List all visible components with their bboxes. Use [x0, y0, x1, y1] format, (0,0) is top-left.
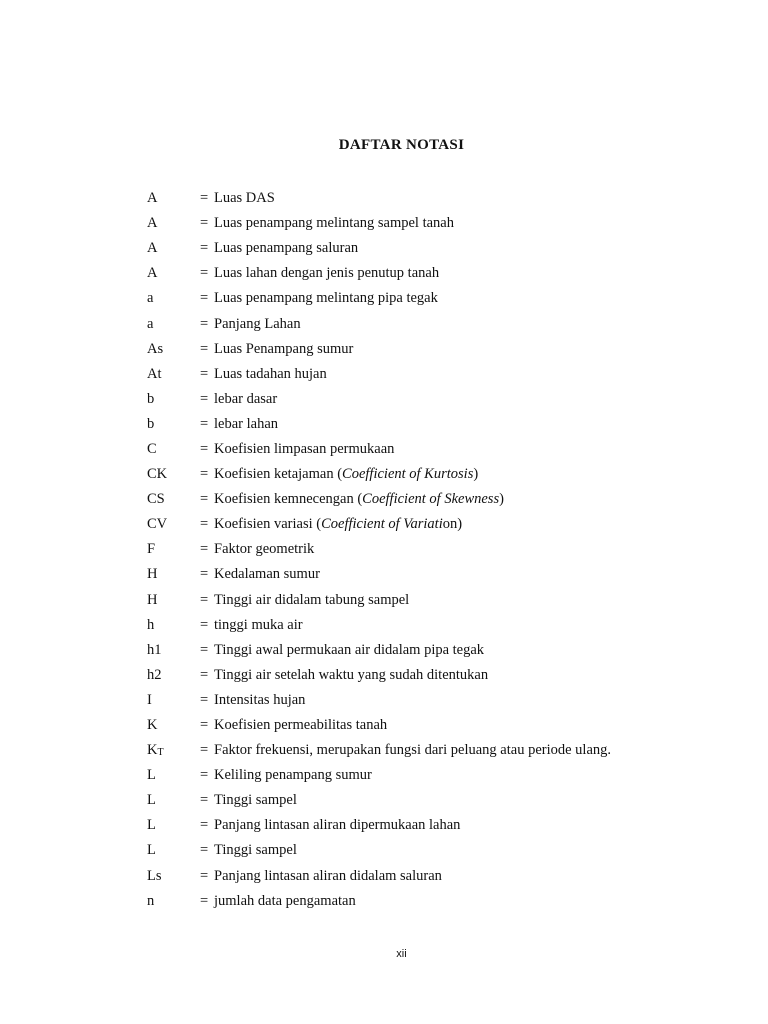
equals-sign: =: [200, 440, 209, 457]
notation-description: [214, 215, 747, 232]
notation-description: [214, 667, 747, 684]
notation-description-italic: Coefficient of Kurtosis: [342, 466, 474, 483]
notation-row: [147, 387, 747, 412]
notation-description-text: Panjang lintasan aliran didalam saluran: [214, 867, 442, 884]
notation-symbol-text: F: [147, 541, 156, 558]
notation-symbol: [147, 466, 200, 483]
notation-description: [214, 240, 747, 257]
equals-sign: =: [200, 290, 209, 307]
notation-symbol-text: h2: [147, 666, 162, 683]
notation-symbol-text: h1: [147, 641, 162, 658]
notation-row: [147, 462, 747, 487]
equals-sign: =: [200, 265, 209, 282]
notation-description: [214, 341, 747, 358]
notation-row: [147, 261, 747, 286]
notation-description: [214, 491, 747, 508]
notation-description-text: Tinggi sampel: [214, 792, 297, 809]
equals-sign: =: [200, 390, 209, 407]
notation-description-text: Luas DAS: [214, 190, 275, 207]
notation-symbol-text: At: [147, 365, 162, 382]
notation-symbol: [147, 692, 200, 709]
notation-row: [147, 311, 747, 336]
notation-description-text: Panjang Lahan: [214, 315, 301, 332]
equals-sign: =: [200, 415, 209, 432]
notation-description-text: Kedalaman sumur: [214, 566, 320, 583]
notation-symbol-text: a: [147, 290, 154, 307]
notation-description-italic: Coefficient of Skewness: [362, 491, 500, 508]
notation-description-text: ): [499, 491, 504, 508]
notation-description: [214, 742, 747, 759]
equals-sign: =: [200, 315, 209, 332]
equals-sign: =: [200, 817, 209, 834]
notation-row: [147, 236, 747, 261]
notation-row: [147, 437, 747, 462]
notation-description-text: jumlah data pengamatan: [214, 892, 356, 909]
notation-row: [147, 688, 747, 713]
notation-row: [147, 864, 747, 889]
notation-row: [147, 713, 747, 738]
equals-sign: =: [200, 591, 209, 608]
notation-row: [147, 537, 747, 562]
notation-symbol-text: K: [147, 717, 158, 734]
notation-description: [214, 366, 747, 383]
notation-symbol-text: I: [147, 691, 152, 708]
notation-symbol: [147, 391, 200, 408]
notation-row: [147, 788, 747, 813]
notation-description-text: Luas penampang melintang pipa tegak: [214, 290, 438, 307]
notation-symbol: [147, 290, 200, 307]
notation-description-text: Tinggi awal permukaan air didalam pipa tegak: [214, 641, 485, 658]
notation-description-text: tinggi muka air: [214, 616, 303, 633]
notation-description-text: Faktor geometrik: [214, 541, 315, 558]
equals-sign: =: [200, 466, 209, 483]
notation-row: [147, 838, 747, 863]
notation-description-text: Koefisien variasi (: [214, 516, 322, 533]
notation-description-text: on): [442, 516, 463, 533]
equals-sign: =: [200, 240, 209, 257]
notation-symbol-text: L: [147, 767, 156, 784]
notation-description-text: ): [473, 466, 479, 483]
notation-symbol: [147, 792, 200, 809]
notation-symbol: [147, 667, 200, 684]
notation-row: [147, 588, 747, 613]
notation-description-text: lebar dasar: [214, 390, 278, 407]
notation-symbol: [147, 893, 200, 910]
notation-symbol-text: b: [147, 390, 155, 407]
notation-description-text: Tinggi air setelah waktu yang sudah ditentukan: [214, 666, 489, 683]
equals-sign: =: [200, 842, 209, 859]
page-title: DAFTAR NOTASI: [338, 137, 465, 153]
notation-description: [214, 190, 747, 207]
equals-sign: =: [200, 516, 209, 533]
notation-description: [214, 416, 747, 433]
notation-description: [214, 316, 747, 333]
equals-sign: =: [200, 666, 209, 683]
equals-sign: =: [200, 892, 209, 909]
notation-description: [214, 466, 747, 483]
equals-sign: =: [200, 742, 209, 759]
notation-symbol-text: A: [147, 240, 158, 257]
notation-row: [147, 738, 747, 763]
notation-symbol: [147, 516, 200, 533]
notation-symbol: [147, 215, 200, 232]
notation-description-text: Faktor frekuensi, merupakan fungsi dari peluang atau periode ulang.: [214, 742, 612, 759]
notation-description-text: Luas Penampang sumur: [214, 340, 354, 357]
notation-row: [147, 512, 747, 537]
notation-symbol: [147, 742, 200, 759]
notation-description-text: Panjang lintasan aliran dipermukaan lahan: [214, 817, 461, 834]
equals-sign: =: [200, 365, 209, 382]
notation-symbol: [147, 817, 200, 834]
notation-symbol-text: K: [147, 742, 158, 759]
notation-description-text: Luas tadahan hujan: [214, 365, 327, 382]
notation-symbol: [147, 842, 200, 859]
notation-symbol-text: L: [147, 817, 156, 834]
notation-description: [214, 893, 747, 910]
notation-symbol-text: H: [147, 566, 158, 583]
notation-row: [147, 889, 747, 914]
notation-symbol: [147, 617, 200, 634]
notation-description: [214, 692, 747, 709]
notation-symbol: [147, 240, 200, 257]
notation-description: [214, 642, 747, 659]
equals-sign: =: [200, 566, 209, 583]
notation-description: [214, 792, 747, 809]
notation-symbol-text: Ls: [147, 867, 162, 884]
notation-row: [147, 663, 747, 688]
notation-row: [147, 337, 747, 362]
notation-symbol-text: H: [147, 591, 158, 608]
notation-symbol-subscript: T: [157, 747, 164, 759]
equals-sign: =: [200, 190, 209, 207]
notation-description: [214, 391, 747, 408]
notation-description-text: Keliling penampang sumur: [214, 767, 372, 784]
notation-symbol: [147, 441, 200, 458]
equals-sign: =: [200, 340, 209, 357]
page-number: xii: [396, 948, 407, 960]
notation-description-italic: Coefficient of Variati: [321, 516, 443, 533]
notation-description: [214, 817, 747, 834]
equals-sign: =: [200, 215, 209, 232]
equals-sign: =: [200, 641, 209, 658]
notation-description: [214, 541, 747, 558]
notation-symbol: [147, 316, 200, 333]
notation-symbol: [147, 566, 200, 583]
notation-symbol-text: C: [147, 440, 157, 457]
notation-symbol: [147, 592, 200, 609]
notation-row: [147, 813, 747, 838]
notation-description-text: Luas lahan dengan jenis penutup tanah: [214, 265, 440, 282]
notation-symbol-text: h: [147, 616, 155, 633]
notation-symbol: [147, 541, 200, 558]
notation-description-text: Tinggi air didalam tabung sampel: [214, 591, 410, 608]
notation-description: [214, 441, 747, 458]
notation-row: [147, 412, 747, 437]
notation-description: [214, 842, 747, 859]
notation-description: [214, 617, 747, 634]
notation-symbol-text: CK: [147, 466, 168, 483]
notation-symbol: [147, 265, 200, 282]
notation-symbol-text: As: [147, 340, 164, 357]
notation-symbol: [147, 366, 200, 383]
notation-description-text: Koefisien permeabilitas tanah: [214, 717, 388, 734]
notation-description: [214, 290, 747, 307]
notation-symbol-text: CV: [147, 516, 168, 533]
notation-description: [214, 868, 747, 885]
notation-symbol-text: A: [147, 265, 158, 282]
notation-description-text: lebar lahan: [214, 415, 279, 432]
notation-description: [214, 516, 747, 533]
notation-row: [147, 613, 747, 638]
notation-row: [147, 638, 747, 663]
notation-symbol: [147, 642, 200, 659]
notation-description-text: Koefisien ketajaman (: [214, 466, 343, 483]
notation-symbol: [147, 868, 200, 885]
notation-symbol: [147, 416, 200, 433]
notation-description-text: Tinggi sampel: [214, 842, 297, 859]
notation-symbol-text: n: [147, 892, 155, 909]
notation-symbol-text: L: [147, 792, 156, 809]
notation-symbol-text: A: [147, 190, 158, 207]
notation-description-text: Intensitas hujan: [214, 691, 306, 708]
equals-sign: =: [200, 792, 209, 809]
notation-symbol-text: CS: [147, 491, 165, 508]
notation-row: [147, 562, 747, 587]
notation-description-text: Luas penampang saluran: [214, 240, 359, 257]
equals-sign: =: [200, 767, 209, 784]
notation-list: [147, 186, 747, 914]
notation-symbol: [147, 717, 200, 734]
notation-description: [214, 592, 747, 609]
notation-row: [147, 211, 747, 236]
notation-row: [147, 763, 747, 788]
equals-sign: =: [200, 491, 209, 508]
notation-symbol: [147, 341, 200, 358]
equals-sign: =: [200, 867, 209, 884]
equals-sign: =: [200, 541, 209, 558]
notation-row: [147, 286, 747, 311]
equals-sign: =: [200, 691, 209, 708]
equals-sign: =: [200, 717, 209, 734]
notation-symbol: [147, 491, 200, 508]
notation-description: [214, 717, 747, 734]
notation-symbol: [147, 190, 200, 207]
notation-description: [214, 265, 747, 282]
notation-row: [147, 186, 747, 211]
notation-symbol-text: a: [147, 315, 154, 332]
notation-symbol: [147, 767, 200, 784]
notation-description-text: Luas penampang melintang sampel tanah: [214, 215, 454, 232]
notation-symbol-text: L: [147, 842, 156, 859]
notation-row: [147, 487, 747, 512]
notation-description-text: Koefisien kemnecengan (: [214, 491, 363, 508]
notation-symbol-text: A: [147, 215, 158, 232]
equals-sign: =: [200, 616, 209, 633]
notation-description-text: Koefisien limpasan permukaan: [214, 440, 395, 457]
notation-description: [214, 566, 747, 583]
notation-description: [214, 767, 747, 784]
notation-symbol-text: b: [147, 415, 155, 432]
notation-row: [147, 362, 747, 387]
